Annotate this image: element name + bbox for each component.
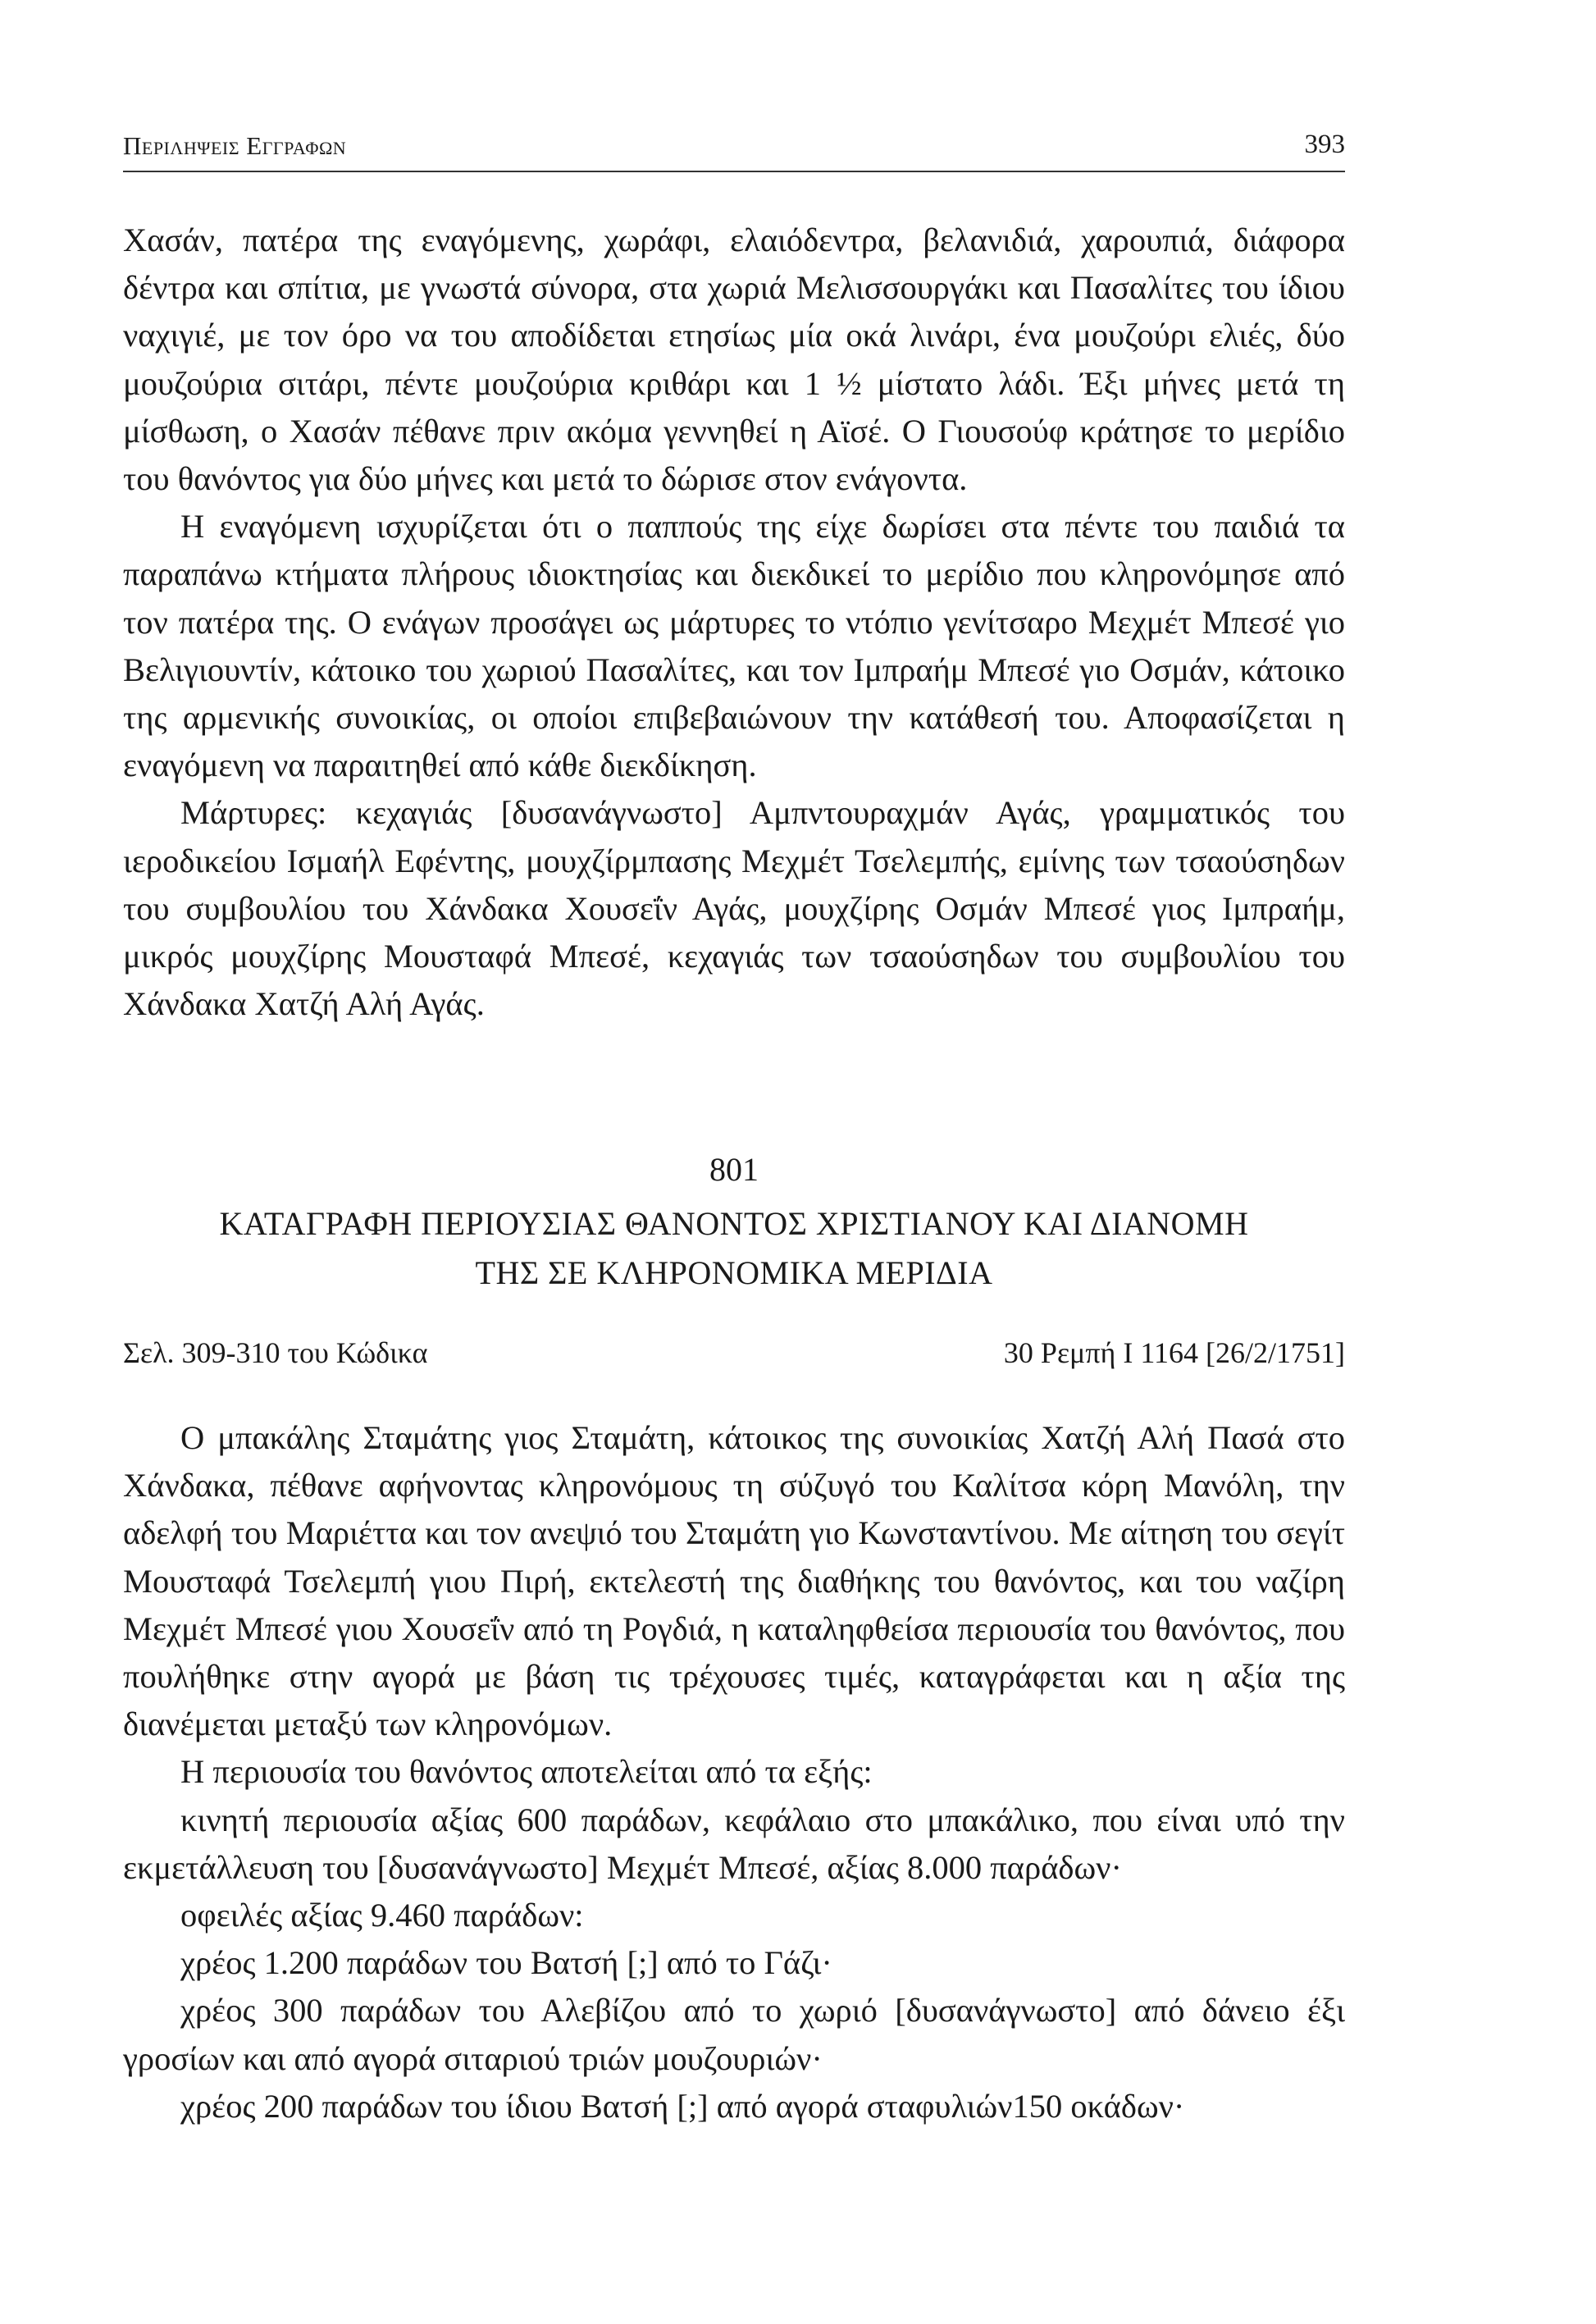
paragraph: Ο μπακάλης Σταμάτης γιος Σταμάτη, κάτοικος της συνοικίας Χατζή Αλή Πασά στο Χάνδακα, πέθανε αφήνοντας κληρονόμους τη σύζυγό του Καλίτσα κόρη Μανόλη, την αδελφή του Μαριέττα και τον ανεψιό του Σταμάτη γιο Κωνσταντίνου. Με αίτηση του σεγίτ Μουσταφά Τσελεμπή γιου Πιρή, εκτελεστή της διαθήκης του θανόντος, και του ναζίρη Μεχμέτ Μπεσέ γιου Χουσεΐν από τη Ρογδιά, η καταληφθείσα περιουσία του θανόντος, που πουλήθηκε στην αγορά με βάση τις τρέχουσες τιμές, καταγράφεται και η αξία της διανέμεται μεταξύ των κληρονόμων. — [123, 1419, 1345, 1743]
document-body — [123, 1414, 1345, 2130]
paragraph: κινητή περιουσία αξίας 600 παράδων, κεφάλαιο στο μπακάλικο, που είναι υπό την εκμετάλλευση του [δυσανάγνωστο] Μεχμέτ Μπεσέ, αξίας 8.000 παράδων· — [123, 1801, 1345, 1886]
date-reference: 30 Ρεμπή Ι 1164 [26/2/1751] — [1003, 1336, 1345, 1369]
pages-reference: Σελ. 309-310 του Κώδικα — [123, 1336, 428, 1369]
page-number: 393 — [1304, 130, 1345, 159]
document-title-line: ΤΗΣ ΣΕ ΚΛΗΡΟΝΟΜΙΚΑ ΜΕΡΙΔΙΑ — [475, 1254, 993, 1291]
paragraph: χρέος 300 παράδων του Αλεβίζου από το χωριό [δυσανάγνωστο] από δάνειο έξι γροσίων και από αγορά σιταριού τριών μουζουριών· — [123, 1992, 1345, 2077]
paragraph: Μάρτυρες: κεχαγιάς [δυσανάγνωστο] Αμπντουραχμάν Αγάς, γραμματικός του ιεροδικείου Ισμαήλ Εφέντης, μουχζίρμπασης Μεχμέτ Τσελεμπής, εμίνης των τσαούσηδων του συμβουλίου του Χάνδακα Χουσεΐν Αγάς, μουχζίρης Οσμάν Μπεσέ γιος Ιμπραήμ, μικρός μουχζίρης Μουσταφά Μπεσέ, κεχαγιάς των τσαούσηδων του συμβουλίου του Χάνδακα Χατζή Αλή Αγάς. — [123, 794, 1345, 1023]
document-title-line: ΚΑΤΑΓΡΑΦΗ ΠΕΡΙΟΥΣΙΑΣ ΘΑΝΟΝΤΟΣ ΧΡΙΣΤΙΑΝΟΥ ΚΑΙ ΔΙΑΝΟΜΗ — [219, 1205, 1249, 1242]
paragraph: Η εναγόμενη ισχυρίζεται ότι ο παππούς της είχε δωρίσει στα πέντε του παιδιά τα παραπάνω κτήματα πλήρους ιδιοκτησίας και διεκδικεί το μερίδιο που κληρονόμησε από τον πατέρα της. Ο ενάγων προσάγει ως μάρτυρες το ντόπιο γενίτσαρο Μεχμέτ Μπεσέ γιο Βελιγιουντίν, κάτοικο του χωριού Πασαλίτες, και τον Ιμπραήμ Μπεσέ γιο Οσμάν, κάτοικο της αρμενικής συνοικίας, οι οποίοι επιβεβαιώνουν την κατάθεσή του. Αποφασίζεται η εναγόμενη να παραιτηθεί από κάθε διεκδίκηση. — [123, 508, 1345, 784]
running-title: Περιληψεις Εγγραφων — [123, 131, 347, 160]
paragraph: οφειλές αξίας 9.460 παράδων: — [180, 1897, 584, 1934]
paragraph: χρέος 1.200 παράδων του Βατσή [;] από το Γάζι· — [180, 1944, 832, 1982]
document-number: 801 — [709, 1151, 759, 1188]
running-header — [123, 130, 1345, 172]
paragraph: Χασάν, πατέρα της εναγόμενης, χωράφι, ελαιόδεντρα, βελανιδιά, χαρουπιά, διάφορα δέντρα και σπίτια, με γνωστά σύνορα, στα χωριά Μελισσουργάκι και Πασαλίτες του ίδιου ναχιγιέ, με τον όρο να του αποδίδεται ετησίως μία οκά λινάρι, ένα μουζούρι ελιές, δύο μουζούρια σιτάρι, πέντε μουζούρια κριθάρι και 1 ½ μίστατο λάδι. Έξι μήνες μετά τη μίσθωση, ο Χασάν πέθανε πριν ακόμα γεννηθεί η Αϊσέ. Ο Γιουσούφ κράτησε το μερίδιο του θανόντος για δύο μήνες και μετά το δώρισε στον ενάγοντα. — [123, 221, 1345, 498]
paragraph: Η περιουσία του θανόντος αποτελείται από τα εξής: — [180, 1753, 873, 1791]
paragraph: χρέος 200 παράδων του ίδιου Βατσή [;] από αγορά σταφυλιών150 οκάδων· — [180, 2087, 1185, 2125]
continued-text — [123, 217, 1345, 1028]
document-title — [123, 1199, 1345, 1298]
